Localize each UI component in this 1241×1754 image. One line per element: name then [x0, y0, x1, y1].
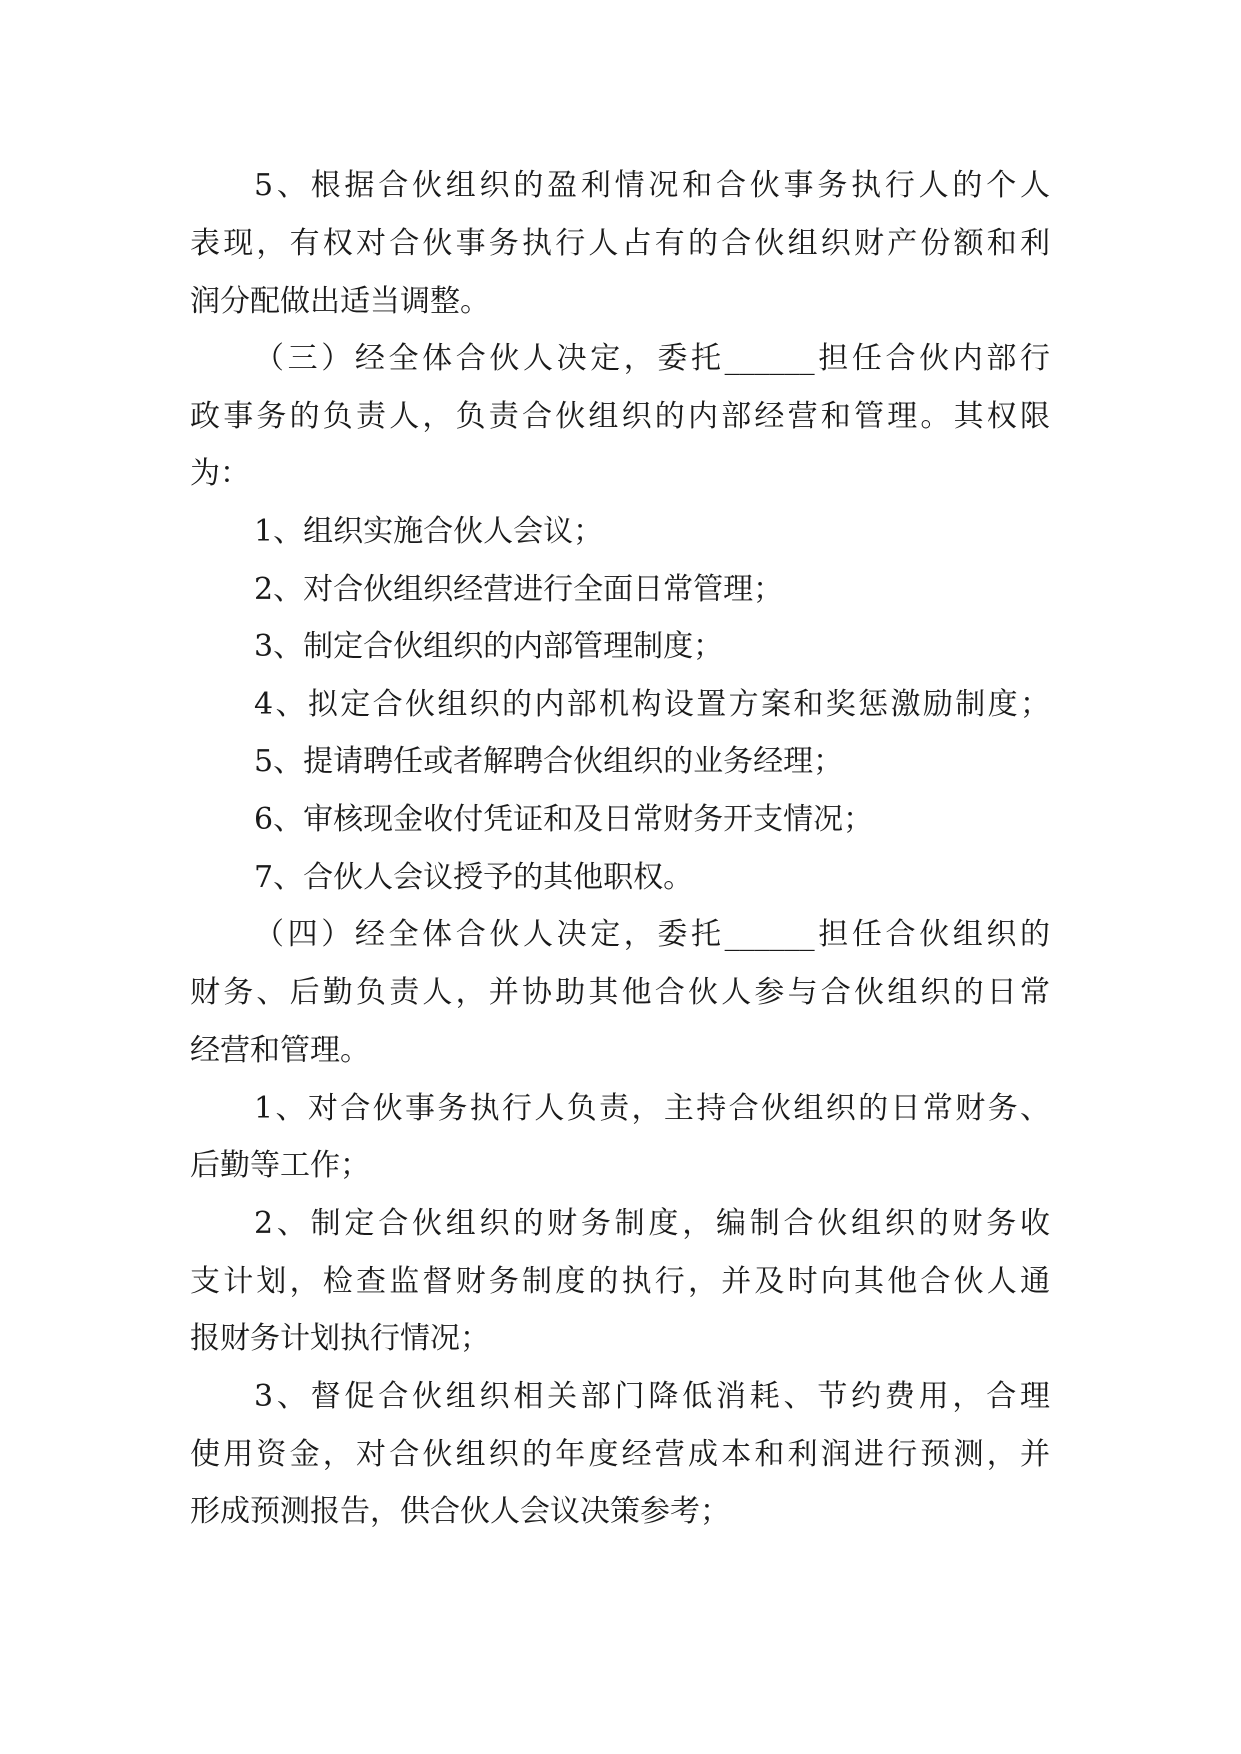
paragraph-line: 使用资金，对合伙组织的年度经营成本和利润进行预测，并 [190, 1437, 1050, 1472]
paragraph-line: 支计划，检查监督财务制度的执行，并及时向其他合伙人通 [190, 1264, 1050, 1299]
paragraph-line: 报财务计划执行情况； [190, 1321, 490, 1356]
paragraph-line: 表现，有权对合伙事务执行人占有的合伙组织财产份额和利 [190, 226, 1050, 261]
list-item: 3、制定合伙组织的内部管理制度； [254, 629, 724, 664]
paragraph-line: （三）经全体合伙人决定，委托______担任合伙内部行 [254, 341, 1050, 376]
paragraph-line: 财务、后勤负责人，并协助其他合伙人参与合伙组织的日常 [190, 975, 1050, 1010]
paragraph-line: 润分配做出适当调整。 [190, 284, 490, 319]
list-item: 7、合伙人会议授予的其他职权。 [254, 860, 694, 895]
paragraph-line: （四）经全体合伙人决定，委托______担任合伙组织的 [254, 917, 1050, 952]
paragraph-line: 后勤等工作； [190, 1148, 370, 1183]
list-item: 5、提请聘任或者解聘合伙组织的业务经理； [254, 744, 844, 779]
paragraph-line: 为： [190, 456, 250, 491]
list-item: 2、对合伙组织经营进行全面日常管理； [254, 572, 784, 607]
paragraph-line: 5、根据合伙组织的盈利情况和合伙事务执行人的个人 [254, 168, 1050, 203]
paragraph-line: 2、制定合伙组织的财务制度，编制合伙组织的财务收 [254, 1206, 1050, 1241]
paragraph-line: 形成预测报告，供合伙人会议决策参考； [190, 1494, 730, 1529]
paragraph-line: 经营和管理。 [190, 1033, 370, 1068]
list-item: 1、组织实施合伙人会议； [254, 514, 604, 549]
list-item: 6、审核现金收付凭证和及日常财务开支情况； [254, 802, 874, 837]
paragraph-line: 3、督促合伙组织相关部门降低消耗、节约费用，合理 [254, 1379, 1050, 1414]
paragraph-line: 1、对合伙事务执行人负责，主持合伙组织的日常财务、 [254, 1091, 1050, 1126]
paragraph-line: 政事务的负责人，负责合伙组织的内部经营和管理。其权限 [190, 399, 1050, 434]
list-item: 4、拟定合伙组织的内部机构设置方案和奖惩激励制度； [254, 687, 1050, 722]
